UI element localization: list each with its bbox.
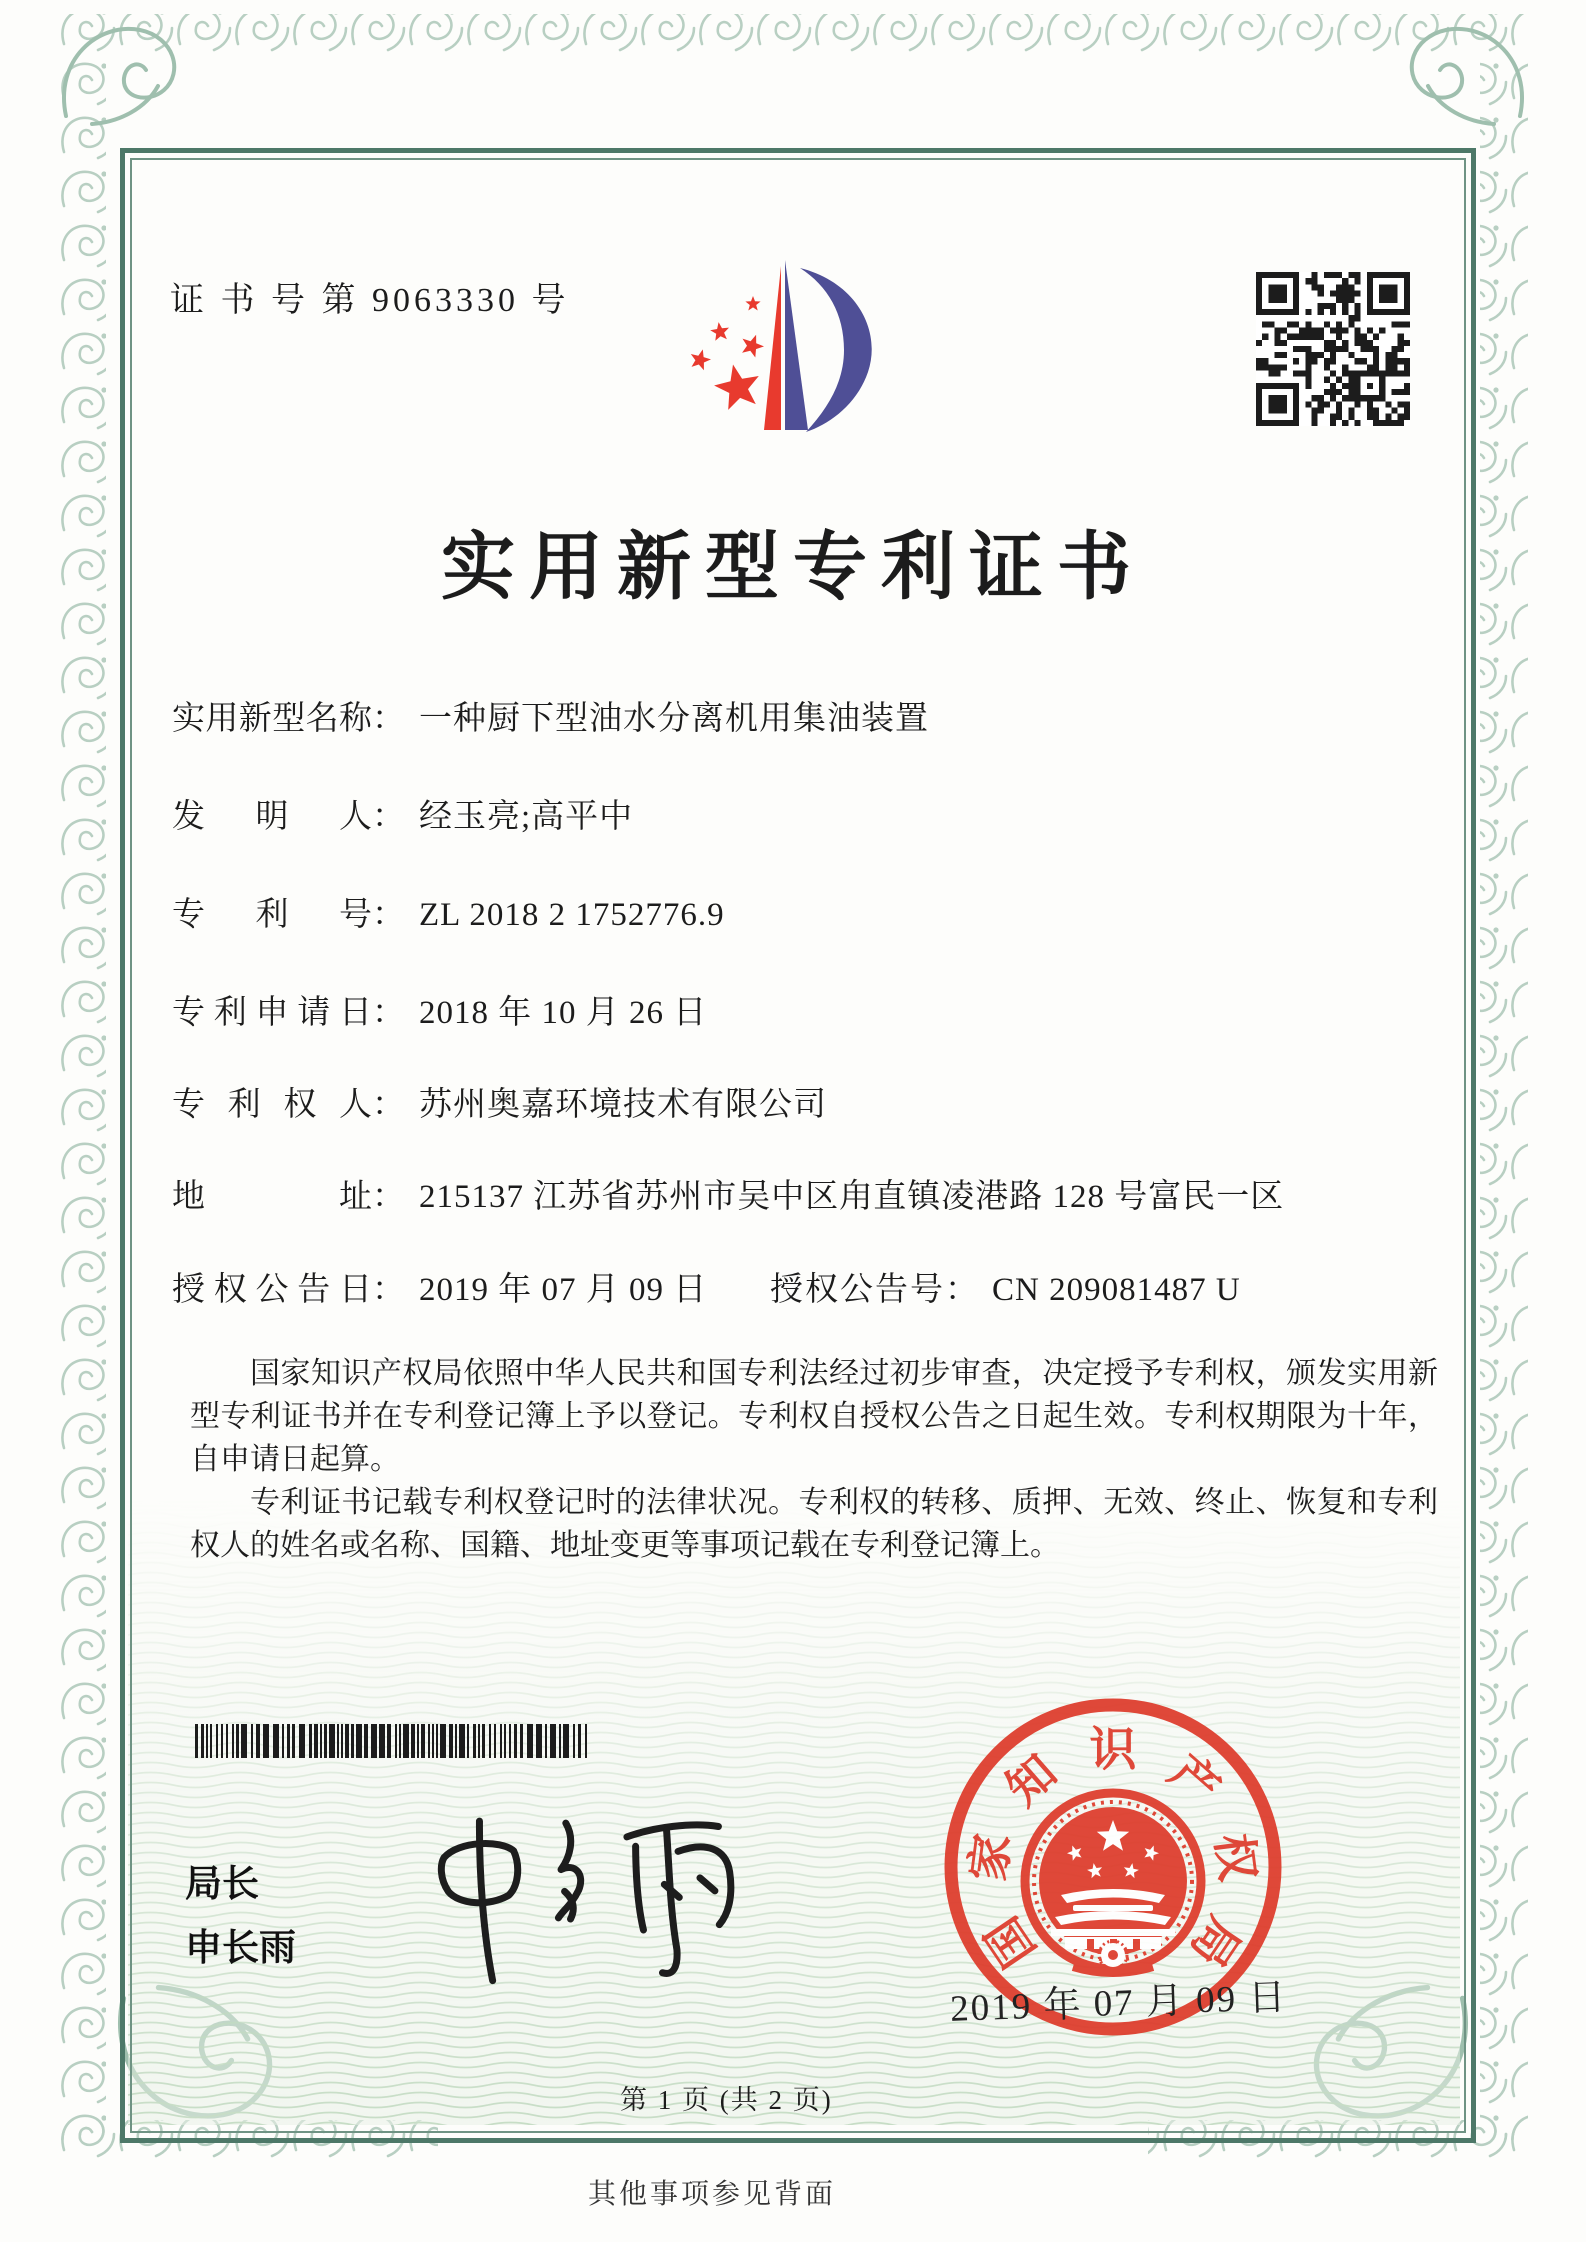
field-value: 2019 年 07 月 09 日 <box>419 1272 708 1308</box>
svg-text:国: 国 <box>975 1907 1046 1977</box>
field-value: 一种厨下型油水分离机用集油装置 <box>419 701 929 737</box>
barcode <box>195 1724 593 1760</box>
field-label: 专利申请日 <box>172 995 372 1031</box>
field-value: CN 209081487 U <box>992 1272 1241 1308</box>
qr-code <box>1256 272 1410 426</box>
field-label: 授权公告日 <box>172 1272 372 1308</box>
certificate-number: 证 书 号 第 9063330 号 <box>170 282 570 319</box>
page-number: 第 1 页 (共 2 页) <box>620 2085 833 2115</box>
field-value: ZL 2018 2 1752776.9 <box>419 897 725 933</box>
field-value: 215137 江苏省苏州市吴中区甪直镇凌港路 128 号富民一区 <box>419 1179 1285 1215</box>
field-row-patentee <box>172 1078 1472 1125</box>
field-group-grant-number <box>770 1263 1241 1310</box>
field-label: 授权公告号 <box>770 1272 945 1308</box>
svg-text:产: 产 <box>1159 1744 1231 1816</box>
cnipa-logo-icon <box>660 238 890 448</box>
field-colon: ： <box>372 1179 405 1215</box>
field-label: 发明人 <box>172 799 372 835</box>
field-row-grant <box>172 1263 1472 1310</box>
field-row-patent-number <box>172 888 1472 935</box>
field-value: 2018 年 10 月 26 日 <box>419 995 708 1031</box>
field-row-inventor <box>172 790 1472 837</box>
field-row-filing-date <box>172 986 1472 1033</box>
director-title-label: 局长 <box>185 1863 259 1904</box>
field-colon: ： <box>372 799 405 835</box>
field-row-address <box>172 1170 1472 1217</box>
field-label: 专利权人 <box>172 1087 372 1123</box>
field-value: 苏州奥嘉环境技术有限公司 <box>419 1087 827 1123</box>
field-colon: ： <box>945 1272 978 1308</box>
svg-text:家: 家 <box>960 1830 1020 1884</box>
seal-date: 2019 年 07 月 09 日 <box>949 1977 1289 2030</box>
field-row-utility-model-name <box>172 692 1472 739</box>
svg-text:权: 权 <box>1206 1830 1266 1884</box>
field-colon: ： <box>372 1272 405 1308</box>
svg-text:局: 局 <box>1180 1907 1251 1977</box>
field-label: 专利号 <box>172 897 372 933</box>
svg-text:识: 识 <box>1089 1722 1137 1776</box>
director-name-label: 申长雨 <box>185 1927 296 1968</box>
field-label: 实用新型名称 <box>172 701 372 737</box>
legal-text <box>190 1352 1438 1567</box>
legal-paragraph-2: 专利证书记载专利权登记时的法律状况。专利权的转移、质押、无效、终止、恢复和专利权人的姓名或名称、国籍、地址变更等事项记载在专利登记簿上。 <box>190 1486 1438 1562</box>
back-note: 其他事项参见背面 <box>588 2179 837 2210</box>
field-colon: ： <box>372 701 405 737</box>
national-emblem-icon <box>1025 1793 1201 1973</box>
legal-paragraph-1: 国家知识产权局依照中华人民共和国专利法经过初步审查，决定授予专利权，颁发实用新型专利证书并在专利登记簿上予以登记。专利权自授权公告之日起生效。专利权期限为十年，自申请日起算。 <box>190 1357 1438 1476</box>
field-label: 地址 <box>172 1179 372 1215</box>
director-block <box>185 1852 296 1980</box>
signature-icon <box>413 1795 757 2028</box>
field-value: 经玉亮;高平中 <box>419 799 634 835</box>
svg-text:知: 知 <box>995 1744 1067 1816</box>
field-colon: ： <box>372 995 405 1031</box>
field-colon: ： <box>372 1087 405 1123</box>
certificate-title: 实用新型专利证书 <box>441 527 1145 609</box>
field-colon: ： <box>372 897 405 933</box>
